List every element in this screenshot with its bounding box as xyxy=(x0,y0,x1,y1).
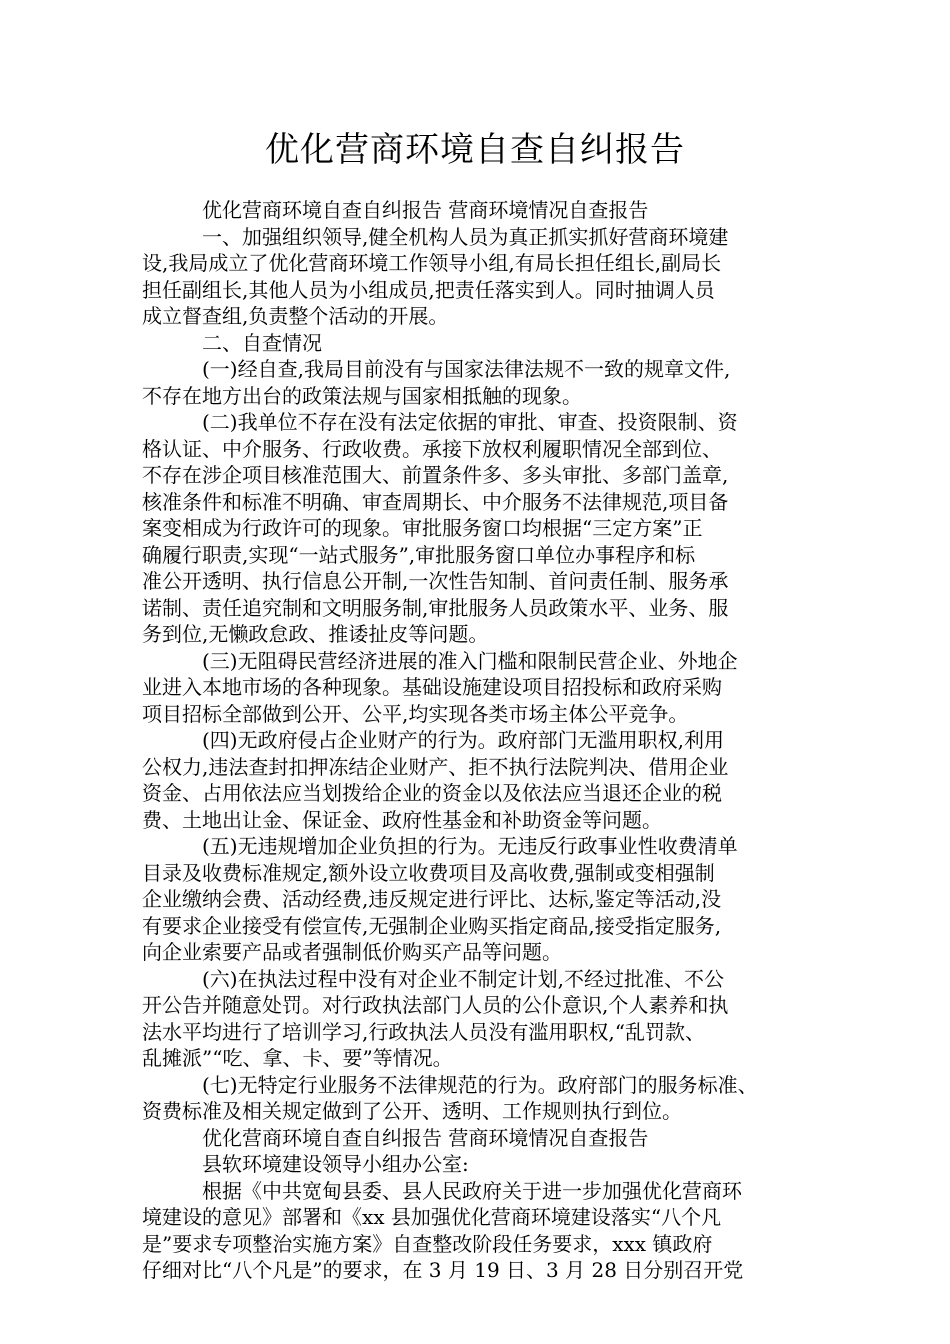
text-line: 确履行职责,实现“一站式服务”,审批服务窗口单位办事程序和标 xyxy=(142,542,696,567)
text-line: 有要求企业接受有偿宣传,无强制企业购买指定商品,接受指定服务, xyxy=(142,913,722,938)
text-line: 企业缴纳会费、活动经费,违反规定进行评比、达标,鉴定等活动,没 xyxy=(142,887,722,911)
text-line: 业进入本地市场的各种现象。基础设施建设项目招投标和政府采购 xyxy=(142,675,722,699)
text-line: 案变相成为行政许可的现象。审批服务窗口均根据“三定方案”正 xyxy=(142,516,703,540)
text-line: 根据《中共宽甸县委、县人民政府关于进一步加强优化营商环 xyxy=(202,1178,742,1203)
text-line: 不存在地方出台的政策法规与国家相抵触的现象。 xyxy=(142,383,582,408)
text-line: (六)在执法过程中没有对企业不制定计划,不经过批准、不公 xyxy=(202,966,724,991)
text-line: 向企业索要产品或者强制低价购买产品等问题。 xyxy=(142,940,562,964)
text-line: 是”要求专项整治实施方案》自查整改阶段任务要求，xxx 镇政府 xyxy=(142,1231,713,1256)
text-line: 务到位,无懒政怠政、推诿扯皮等问题。 xyxy=(142,622,489,646)
text-line: 核准条件和标准不明确、审查周期长、中介服务不法律规范,项目备 xyxy=(142,489,729,514)
text-line: 公权力,违法查封扣押冻结企业财产、拒不执行法院判决、借用企业 xyxy=(142,754,729,779)
text-line: 费、土地出让金、保证金、政府性基金和补助资金等问题。 xyxy=(142,807,662,832)
text-line: 资费标准及相关规定做到了公开、透明、工作规则执行到位。 xyxy=(142,1099,682,1123)
text-line: 一、加强组织领导,健全机构人员为真正抓实抓好营商环境建 xyxy=(202,224,729,249)
text-line: 县软环境建设领导小组办公室: xyxy=(202,1152,469,1176)
text-line: 优化营商环境自查自纠报告 营商环境情况自查报告 xyxy=(202,1125,649,1150)
text-line: 项目招标全部做到公开、公平,均实现各类市场主体公平竞争。 xyxy=(142,701,689,726)
text-line: 诺制、责任追究制和文明服务制,审批服务人员政策水平、业务、服 xyxy=(142,595,729,620)
text-line: 担任副组长,其他人员为小组成员,把责任落实到人。同时抽调人员 xyxy=(142,277,715,302)
text-line: 资金、占用依法应当划拨给企业的资金以及依法应当退还企业的税 xyxy=(142,781,722,805)
text-line: 准公开透明、执行信息公开制,一次性告知制、首问责任制、服务承 xyxy=(142,569,729,593)
text-line: 境建设的意见》部署和《xx 县加强优化营商环境建设落实“八个凡 xyxy=(142,1205,722,1229)
text-line: 成立督查组,负责整个活动的开展。 xyxy=(142,304,449,328)
text-line: 法水平均进行了培训学习,行政执法人员没有滥用职权,“乱罚款、 xyxy=(142,1019,705,1044)
text-line: 优化营商环境自查自纠报告 营商环境情况自查报告 xyxy=(202,198,649,222)
text-line: 二、自查情况 xyxy=(202,330,322,355)
text-line: 目录及收费标准规定,额外设立收费项目及高收费,强制或变相强制 xyxy=(142,860,715,885)
text-line: (一)经自查,我局目前没有与国家法律法规不一致的规章文件, xyxy=(202,357,731,381)
text-line: 乱摊派”“吃、拿、卡、要”等情况。 xyxy=(142,1046,453,1070)
text-line: 开公告并随意处罚。对行政执法部门人员的公仆意识,个人素养和执 xyxy=(142,993,729,1017)
text-line: (三)无阻碍民营经济进展的准入门槛和限制民营企业、外地企 xyxy=(202,648,738,673)
text-line: (五)无违规增加企业负担的行为。无违反行政事业性收费清单 xyxy=(202,834,738,858)
text-line: (二)我单位不存在没有法定依据的审批、审查、投资限制、资 xyxy=(202,410,738,434)
text-line: (七)无特定行业服务不法律规范的行为。政府部门的服务标准、 xyxy=(202,1072,758,1097)
text-line: 设,我局成立了优化营商环境工作领导小组,有局长担任组长,副局长 xyxy=(142,251,722,275)
text-line: 格认证、中介服务、行政收费。承接下放权利履职情况全部到位、 xyxy=(142,436,722,461)
text-line: 仔细对比“八个凡是”的要求，在 3 月 19 日、3 月 28 日分别召开党 xyxy=(142,1258,744,1282)
document-body xyxy=(142,197,822,1284)
text-line: 不存在涉企项目核准范围大、前置条件多、多头审批、多部门盖章, xyxy=(142,463,729,487)
document-title: 优化营商环境自查自纠报告 xyxy=(265,130,685,170)
text-line: (四)无政府侵占企业财产的行为。政府部门无滥用职权,利用 xyxy=(202,728,724,752)
